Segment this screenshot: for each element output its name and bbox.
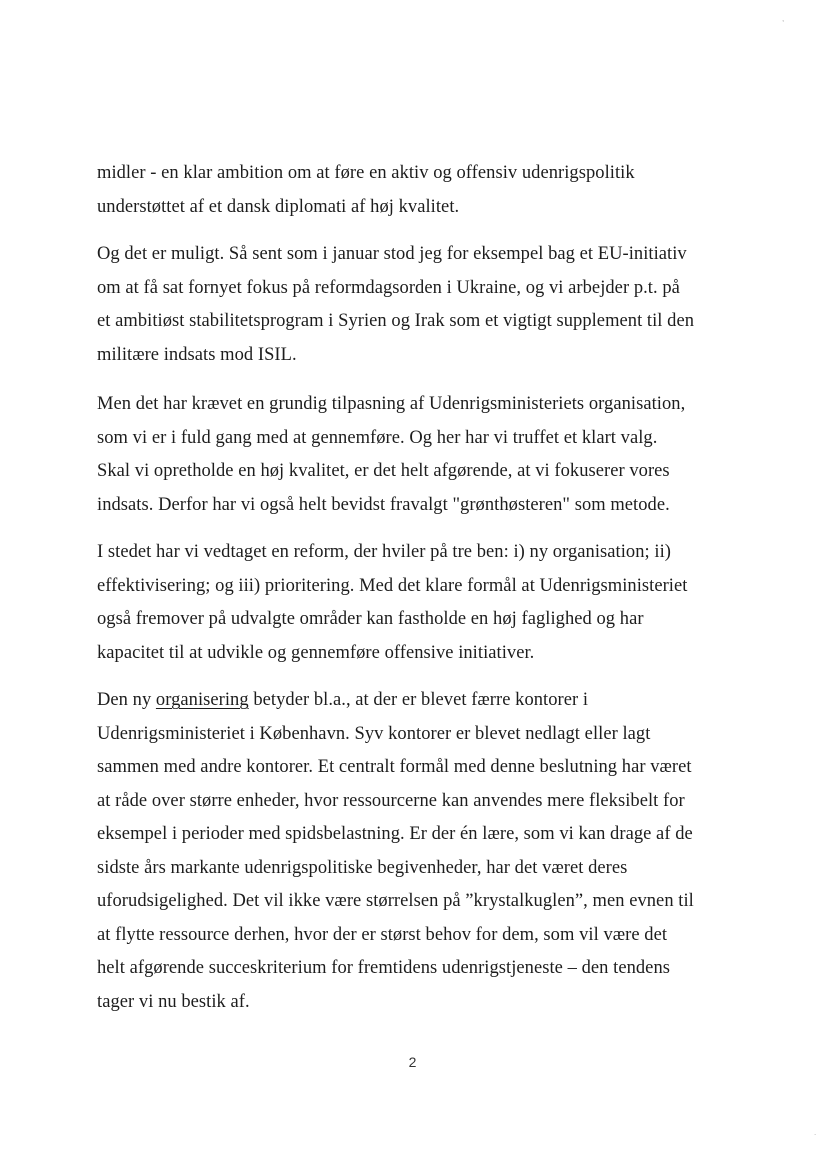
text-line: som vi er i fuld gang med at gennemføre. Og her har vi truffet et klart valg.: [97, 427, 658, 448]
paragraph-3: [97, 388, 737, 522]
text-line: helt afgørende succeskriterium for fremtidens udenrigstjeneste – den tendens: [97, 958, 670, 978]
text-line: eksempel i perioder med spidsbelastning. Er der én lære, som vi kan drage af de: [97, 824, 693, 844]
underlined-term: organisering: [155, 690, 249, 710]
text-line: også fremover på udvalgte områder kan fastholde en høj faglighed og har: [97, 609, 644, 629]
text-line: om at få sat fornyet fokus på reformdagsorden i Ukraine, og vi arbejder p.t. på: [97, 277, 680, 298]
scan-artifact-top: ,: [782, 14, 785, 23]
text-line: Men det har krævet en grundig tilpasning af Udenrigsministeriets organisation,: [97, 394, 686, 414]
text-line: effektivisering; og iii) prioritering. Med det klare formål at Udenrigsministeriet: [97, 575, 688, 596]
text-line: I stedet har vi vedtaget en reform, der hviler på tre ben: i) ny organisation; ii): [97, 542, 671, 562]
text-line: midler - en klar ambition om at føre en aktiv og offensiv udenrigspolitik: [97, 163, 635, 183]
text-fragment: Den ny: [97, 690, 156, 710]
paragraph-5: [97, 684, 737, 1019]
text-line: Skal vi opretholde en høj kvalitet, er det helt afgørende, at vi fokuserer vores: [97, 461, 670, 481]
paragraph-2: [97, 238, 737, 372]
page-number: 2: [408, 1054, 417, 1070]
text-line: indsats. Derfor har vi også helt bevidst fravalgt "grønthøsteren" som metode.: [97, 494, 670, 515]
text-line: uforudsigelighed. Det vil ikke være størrelsen på ”krystalkuglen”, men evnen til: [97, 891, 694, 911]
text-line: sammen med andre kontorer. Et centralt formål med denne beslutning har været: [97, 757, 692, 777]
text-line: tager vi nu bestik af.: [97, 991, 250, 1012]
text-line: at råde over større enheder, hvor ressourcerne kan anvendes mere fleksibelt for: [97, 790, 685, 811]
paragraph-1: [97, 157, 737, 224]
text-line: Udenrigsministeriet i København. Syv kontorer er blevet nedlagt eller lagt: [97, 723, 651, 744]
text-line: kapacitet til at udvikle og gennemføre offensive initiativer.: [97, 642, 535, 663]
text-line: sidste års markante udenrigspolitiske begivenheder, har det været deres: [97, 857, 628, 878]
text-line: militære indsats mod ISIL.: [97, 344, 297, 365]
text-line: understøttet af et dansk diplomati af høj kvalitet.: [97, 196, 460, 217]
text-line: Og det er muligt. Så sent som i januar stod jeg for eksempel bag et EU-initiativ: [97, 244, 687, 264]
text-line: [97, 684, 737, 718]
text-line: et ambitiøst stabilitetsprogram i Syrien og Irak som et vigtigt supplement til den: [97, 311, 695, 331]
scan-artifact-bottom: .: [814, 1128, 817, 1137]
text-fragment: betyder bl.a., at der er blevet færre kontorer i: [248, 690, 589, 710]
paragraph-4: [97, 536, 737, 670]
text-line: at flytte ressource derhen, hvor der er størst behov for dem, som vil være det: [97, 924, 668, 945]
